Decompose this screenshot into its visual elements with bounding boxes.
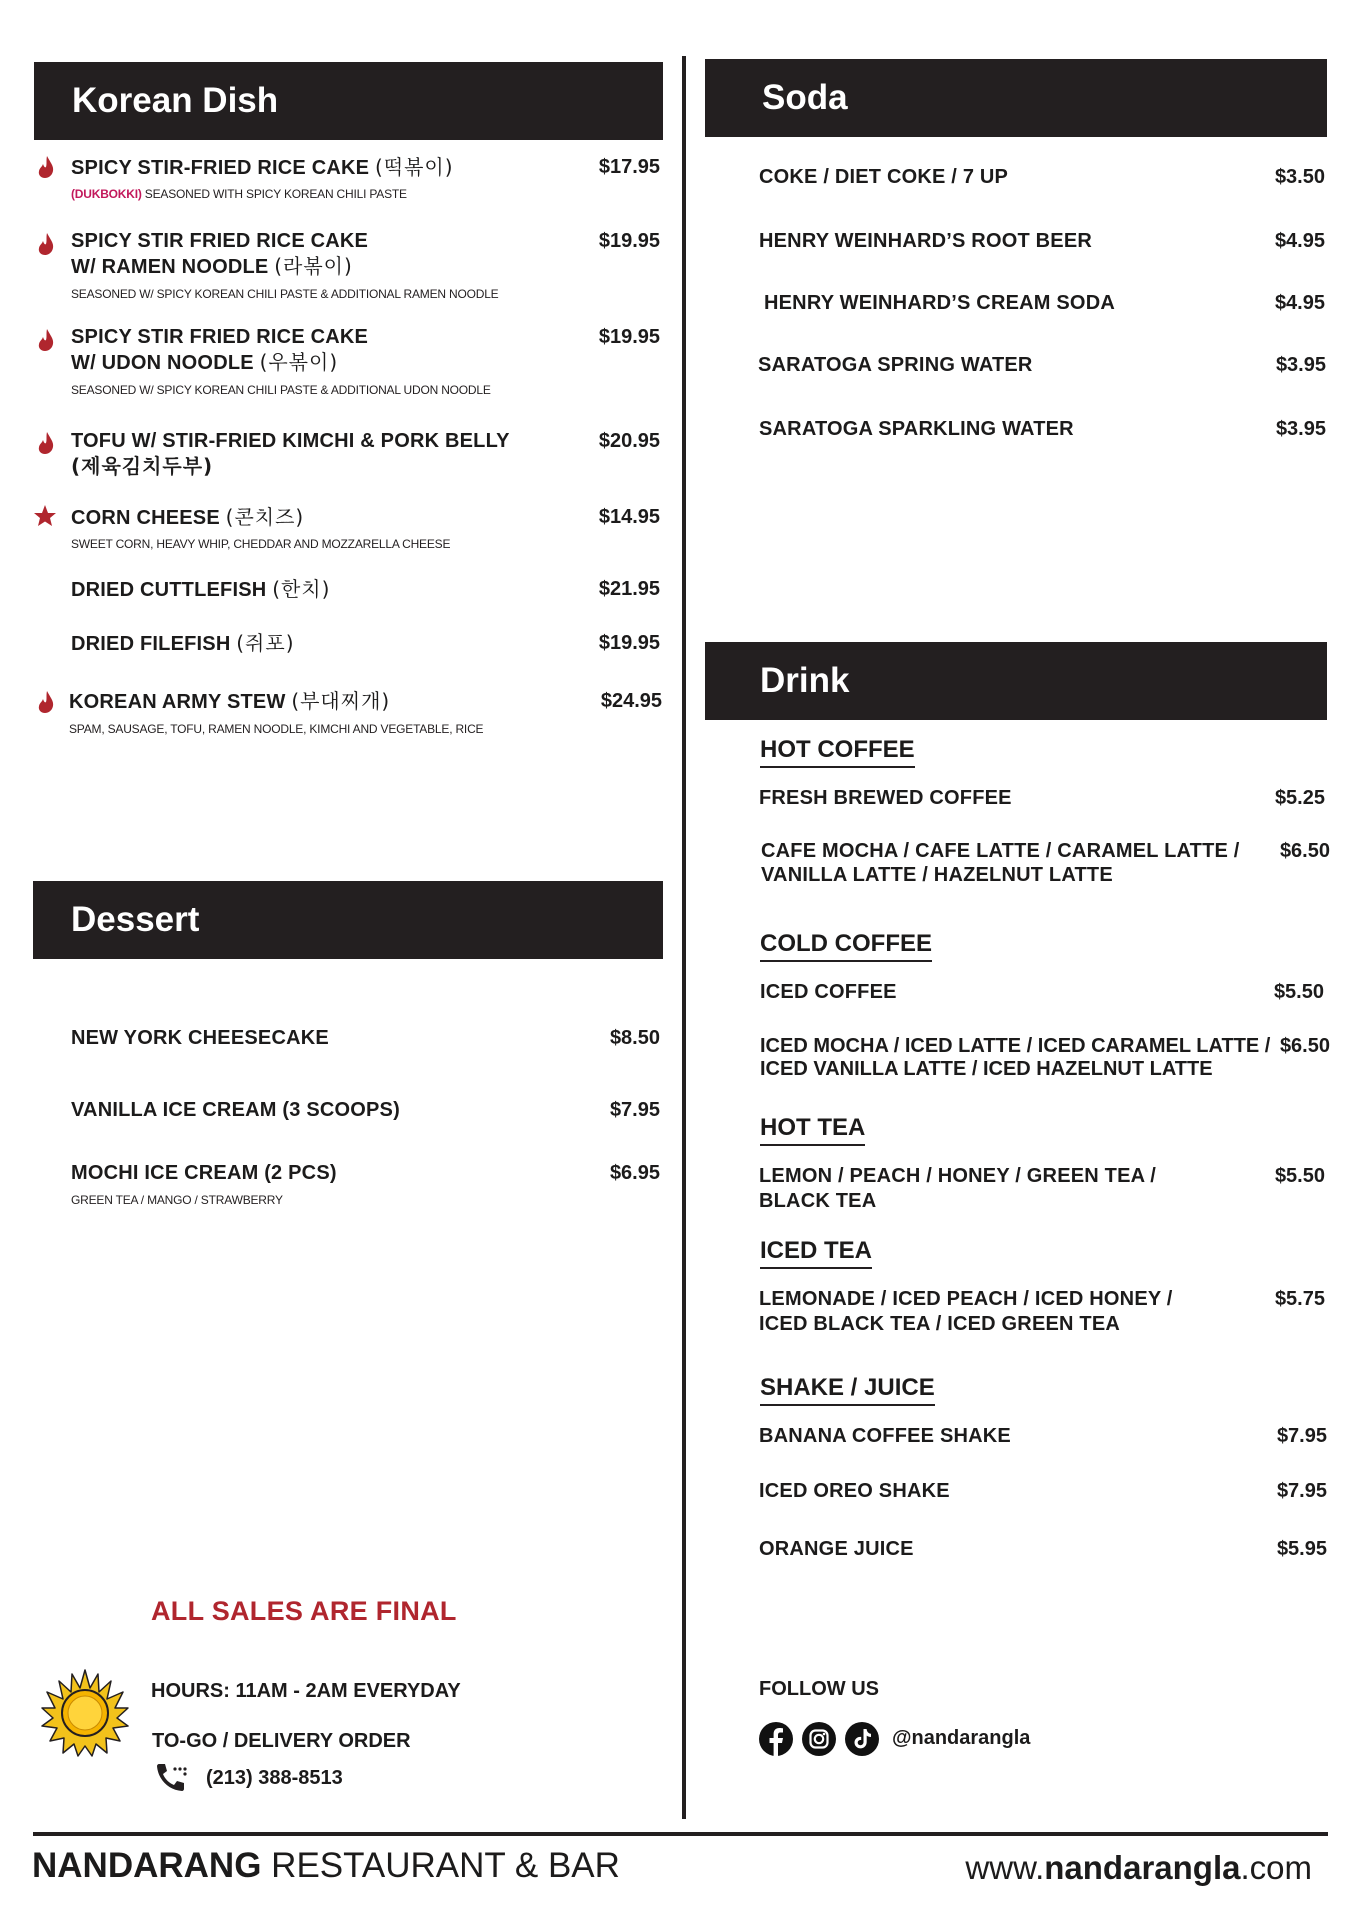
menu-item-price: $7.95 <box>1276 1480 1327 1502</box>
menu-item-price: $19.95 <box>598 326 660 348</box>
menu-item-korean-name: (제육김치두부) <box>71 454 214 478</box>
menu-item-price: $17.95 <box>598 156 660 178</box>
social-handle[interactable]: @nandarangla <box>892 1727 1031 1749</box>
menu-item-price: $7.95 <box>1276 1425 1327 1447</box>
menu-item-name: COKE / DIET COKE / 7 UP <box>759 166 1009 188</box>
menu-item-name: FRESH BREWED COFFEE <box>759 787 1012 809</box>
hot-tea-heading: HOT TEA <box>760 1114 865 1146</box>
menu-item-description: GREEN TEA / MANGO / STRAWBERRY <box>71 1193 283 1207</box>
menu-item-name-line2: BLACK TEA <box>759 1190 877 1212</box>
menu-item-price: $6.50 <box>1279 1035 1330 1057</box>
menu-item-price: $5.50 <box>1273 981 1324 1003</box>
soda-title: Soda <box>762 78 848 117</box>
menu-item-name: CAFE MOCHA / CAFE LATTE / CARAMEL LATTE / <box>761 840 1240 862</box>
hours: HOURS: 11AM - 2AM EVERYDAY <box>151 1680 461 1702</box>
restaurant-name: NANDARANG RESTAURANT & BAR <box>32 1846 620 1885</box>
menu-item-price: $6.95 <box>609 1162 660 1184</box>
spicy-icon <box>36 155 56 179</box>
column-divider <box>682 56 686 1819</box>
menu-item-name: CORN CHEESE (콘치즈) <box>71 505 305 529</box>
menu-item-name: DRIED FILEFISH (쥐포) <box>71 631 295 655</box>
menu-item-name: MOCHI ICE CREAM (2 PCS) <box>71 1162 337 1184</box>
menu-item-name: LEMON / PEACH / HONEY / GREEN TEA / <box>759 1165 1157 1187</box>
menu-item-price: $21.95 <box>598 578 660 600</box>
facebook-icon[interactable] <box>759 1722 793 1756</box>
menu-item-name: NEW YORK CHEESECAKE <box>71 1027 329 1049</box>
menu-item-name: SARATOGA SPARKLING WATER <box>759 418 1074 440</box>
menu-item-name: SARATOGA SPRING WATER <box>758 354 1033 376</box>
menu-item-price: $3.95 <box>1275 418 1326 440</box>
spicy-icon <box>36 232 56 256</box>
menu-item-name: LEMONADE / ICED PEACH / ICED HONEY / <box>759 1288 1173 1310</box>
menu-item-name: ORANGE JUICE <box>759 1538 914 1560</box>
phone-number[interactable]: (213) 388-8513 <box>206 1767 343 1789</box>
menu-item-name: BANANA COFFEE SHAKE <box>759 1425 1011 1447</box>
spicy-icon <box>36 690 56 714</box>
star-icon <box>33 504 57 528</box>
menu-item-price: $5.75 <box>1274 1288 1325 1310</box>
tiktok-icon[interactable] <box>845 1722 879 1756</box>
menu-item-price: $24.95 <box>600 690 662 712</box>
menu-item-name: ICED MOCHA / ICED LATTE / ICED CARAMEL LATTE / <box>760 1035 1271 1057</box>
menu-item-price: $4.95 <box>1274 292 1325 314</box>
cold-coffee-heading: COLD COFFEE <box>760 930 932 962</box>
menu-item-name: HENRY WEINHARD’S ROOT BEER <box>759 230 1093 252</box>
footer-divider <box>33 1832 1328 1836</box>
website-link[interactable]: www.nandarangla.com <box>965 1849 1312 1886</box>
menu-item-name: DRIED CUTTLEFISH (한치) <box>71 577 331 601</box>
menu-item-name: VANILLA ICE CREAM (3 SCOOPS) <box>71 1099 400 1121</box>
shake-juice-heading: SHAKE / JUICE <box>760 1374 935 1406</box>
dessert-banner <box>33 881 663 959</box>
menu-item-name: KOREAN ARMY STEW (부대찌개) <box>69 689 391 713</box>
menu-item-price: $20.95 <box>598 430 660 452</box>
menu-item-name-line2: W/ RAMEN NOODLE (라볶이) <box>71 254 353 278</box>
menu-item-name: SPICY STIR FRIED RICE CAKE <box>71 230 369 252</box>
menu-item-price: $5.50 <box>1274 1165 1325 1187</box>
menu-item-price: $3.50 <box>1274 166 1325 188</box>
menu-item-name: SPICY STIR FRIED RICE CAKE <box>71 326 369 348</box>
menu-item-description: SPAM, SAUSAGE, TOFU, RAMEN NOODLE, KIMCHI AND VEGETABLE, RICE <box>69 722 484 736</box>
menu-item-description: SEASONED W/ SPICY KOREAN CHILI PASTE & ADDITIONAL UDON NOODLE <box>71 383 491 397</box>
korean-dish-banner <box>34 62 663 140</box>
spicy-icon <box>36 328 56 352</box>
phone-icon <box>155 1762 189 1792</box>
menu-item-price: $6.50 <box>1279 840 1330 862</box>
menu-item-name: ICED OREO SHAKE <box>759 1480 950 1502</box>
menu-item-price: $7.95 <box>609 1099 660 1121</box>
sun-icon <box>40 1668 130 1758</box>
iced-tea-heading: ICED TEA <box>760 1237 872 1269</box>
menu-item-name-line2: ICED VANILLA LATTE / ICED HAZELNUT LATTE <box>760 1058 1213 1080</box>
menu-item-name: TOFU W/ STIR-FRIED KIMCHI & PORK BELLY <box>71 430 510 452</box>
menu-item-price: $14.95 <box>598 506 660 528</box>
menu-item-price: $8.50 <box>609 1027 660 1049</box>
hot-coffee-heading: HOT COFFEE <box>760 736 915 768</box>
drink-banner <box>705 642 1327 720</box>
soda-banner <box>705 59 1327 137</box>
menu-item-name-line2: W/ UDON NOODLE (우볶이) <box>71 350 339 374</box>
menu-item-name: SPICY STIR-FRIED RICE CAKE (떡볶이) <box>71 155 454 179</box>
instagram-icon[interactable] <box>802 1722 836 1756</box>
follow-us-label: FOLLOW US <box>759 1678 879 1700</box>
menu-item-description: (DUKBOKKI) SEASONED WITH SPICY KOREAN CHILI PASTE <box>71 187 407 201</box>
menu-item-name: HENRY WEINHARD’S CREAM SODA <box>764 292 1115 314</box>
dessert-title: Dessert <box>71 900 200 939</box>
drink-title: Drink <box>760 661 850 700</box>
menu-item-name: ICED COFFEE <box>760 981 897 1003</box>
korean-dish-title: Korean Dish <box>72 81 279 120</box>
sales-final-notice: ALL SALES ARE FINAL <box>151 1596 457 1626</box>
menu-item-description: SWEET CORN, HEAVY WHIP, CHEDDAR AND MOZZARELLA CHEESE <box>71 537 451 551</box>
menu-item-description: SEASONED W/ SPICY KOREAN CHILI PASTE & ADDITIONAL RAMEN NOODLE <box>71 287 499 301</box>
menu-item-price: $4.95 <box>1274 230 1325 252</box>
menu-item-price: $19.95 <box>598 230 660 252</box>
menu-item-price: $3.95 <box>1275 354 1326 376</box>
menu-item-name-line2: VANILLA LATTE / HAZELNUT LATTE <box>761 864 1113 886</box>
spicy-icon <box>36 431 56 455</box>
menu-item-price: $19.95 <box>598 632 660 654</box>
menu-item-name-line2: ICED BLACK TEA / ICED GREEN TEA <box>759 1313 1121 1335</box>
togo-delivery-order: TO-GO / DELIVERY ORDER <box>152 1730 411 1752</box>
menu-item-price: $5.25 <box>1274 787 1325 809</box>
menu-item-price: $5.95 <box>1276 1538 1327 1560</box>
